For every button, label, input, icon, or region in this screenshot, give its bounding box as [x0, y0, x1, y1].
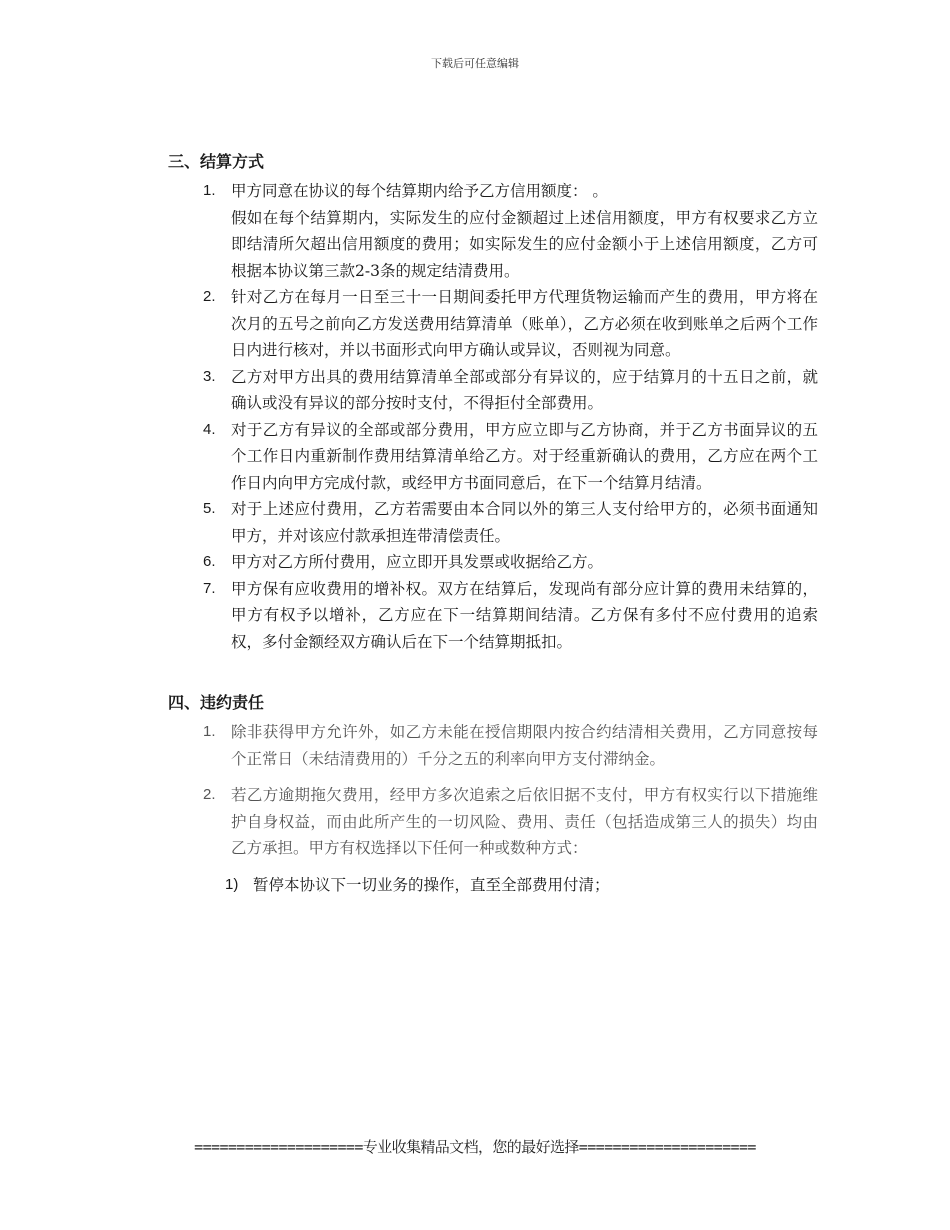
page-header: 下载后可任意编辑: [431, 57, 519, 70]
item-number: 7.: [203, 579, 216, 597]
page-footer: ====================专业收集精品文档，您的最好选择=====================: [194, 1138, 756, 1156]
section-heading-liability: 四、违约责任: [168, 693, 265, 712]
list-item: [168, 576, 818, 656]
sub-list-item: [168, 872, 818, 899]
list-item: [168, 496, 818, 549]
item-number: 1.: [203, 182, 216, 199]
item-text: 除非获得甲方允许外，如乙方未能在授信期限内按合约结清相关费用，乙方同意按每个正常日（未结清费用的）千分之五的利率向甲方支付滞纳金。: [231, 723, 818, 768]
document-body: [168, 148, 818, 914]
item-number: 2.: [203, 288, 216, 305]
item-text: 甲方对乙方所付费用，应立即开具发票或收据给乙方。: [231, 553, 604, 571]
item-number: 3.: [203, 367, 216, 385]
list-item: [168, 205, 818, 285]
item-number: 5.: [203, 500, 216, 517]
list-item: [168, 719, 818, 772]
item-text: 对于上述应付费用，乙方若需要由本合同以外的第三人支付给甲方的，必须书面通知甲方，并对该应付款承担连带清偿责任。: [231, 500, 818, 545]
item-number: 6.: [203, 553, 216, 570]
section-heading-settlement: 三、结算方式: [168, 152, 265, 171]
section-spacer: [168, 655, 818, 689]
list-item: [168, 782, 818, 862]
item-text: 对于乙方有异议的全部或部分费用，甲方应立即与乙方协商，并于乙方书面异议的五个工作日内重新制作费用结算清单给乙方。对于经重新确认的费用，乙方应在两个工作日内向甲方完成付款，或经甲方书面同意后，在下一个结算月结清。: [231, 420, 818, 492]
item-number: 1.: [203, 723, 216, 740]
item-text: 假如在每个结算期内，实际发生的应付金额超过上述信用额度，甲方有权要求乙方立即结清所欠超出信用额度的费用；如实际发生的应付金额小于上述信用额度，乙方可根据本协议第三款2-3条的规定结清费用。: [231, 208, 818, 280]
item-text: 甲方保有应收费用的增补权。双方在结算后，发现尚有部分应计算的费用未结算的，甲方有权予以增补，乙方应在下一结算期间结清。乙方保有多付不应付费用的追索权，多付金额经双方确认后在下一个结算期抵扣。: [231, 579, 818, 651]
item-text: 若乙方逾期拖欠费用，经甲方多次追索之后依旧据不支付，甲方有权实行以下措施维护自身权益，而由此所产生的一切风险、费用、责任（包括造成第三人的损失）均由乙方承担。甲方有权选择以下任何一种或数种方式：: [231, 786, 818, 857]
list-item: [168, 178, 818, 205]
list-item: [168, 284, 818, 364]
sub-item-number: 1): [225, 875, 239, 893]
item-text: 针对乙方在每月一日至三十一日期间委托甲方代理货物运输而产生的费用，甲方将在次月的五号之前向乙方发送费用结算清单（账单），乙方必须在收到账单之后两个工作日内进行核对，并以书面形式向甲方确认或异议，否则视为同意。: [231, 288, 818, 359]
list-item: [168, 364, 818, 417]
sub-item-text: 暂停本协议下一切业务的操作，直至全部费用付清；: [253, 875, 610, 894]
item-text: 乙方对甲方出具的费用结算清单全部或部分有异议的，应于结算月的十五日之前，就确认或没有异议的部分按时支付，不得拒付全部费用。: [231, 367, 818, 412]
item-number: 4.: [203, 420, 216, 438]
list-item: [168, 417, 818, 497]
item-text: 甲方同意在协议的每个结算期内给予乙方信用额度： 。: [231, 182, 608, 200]
list-item: [168, 549, 818, 576]
item-number: 2.: [203, 786, 216, 803]
